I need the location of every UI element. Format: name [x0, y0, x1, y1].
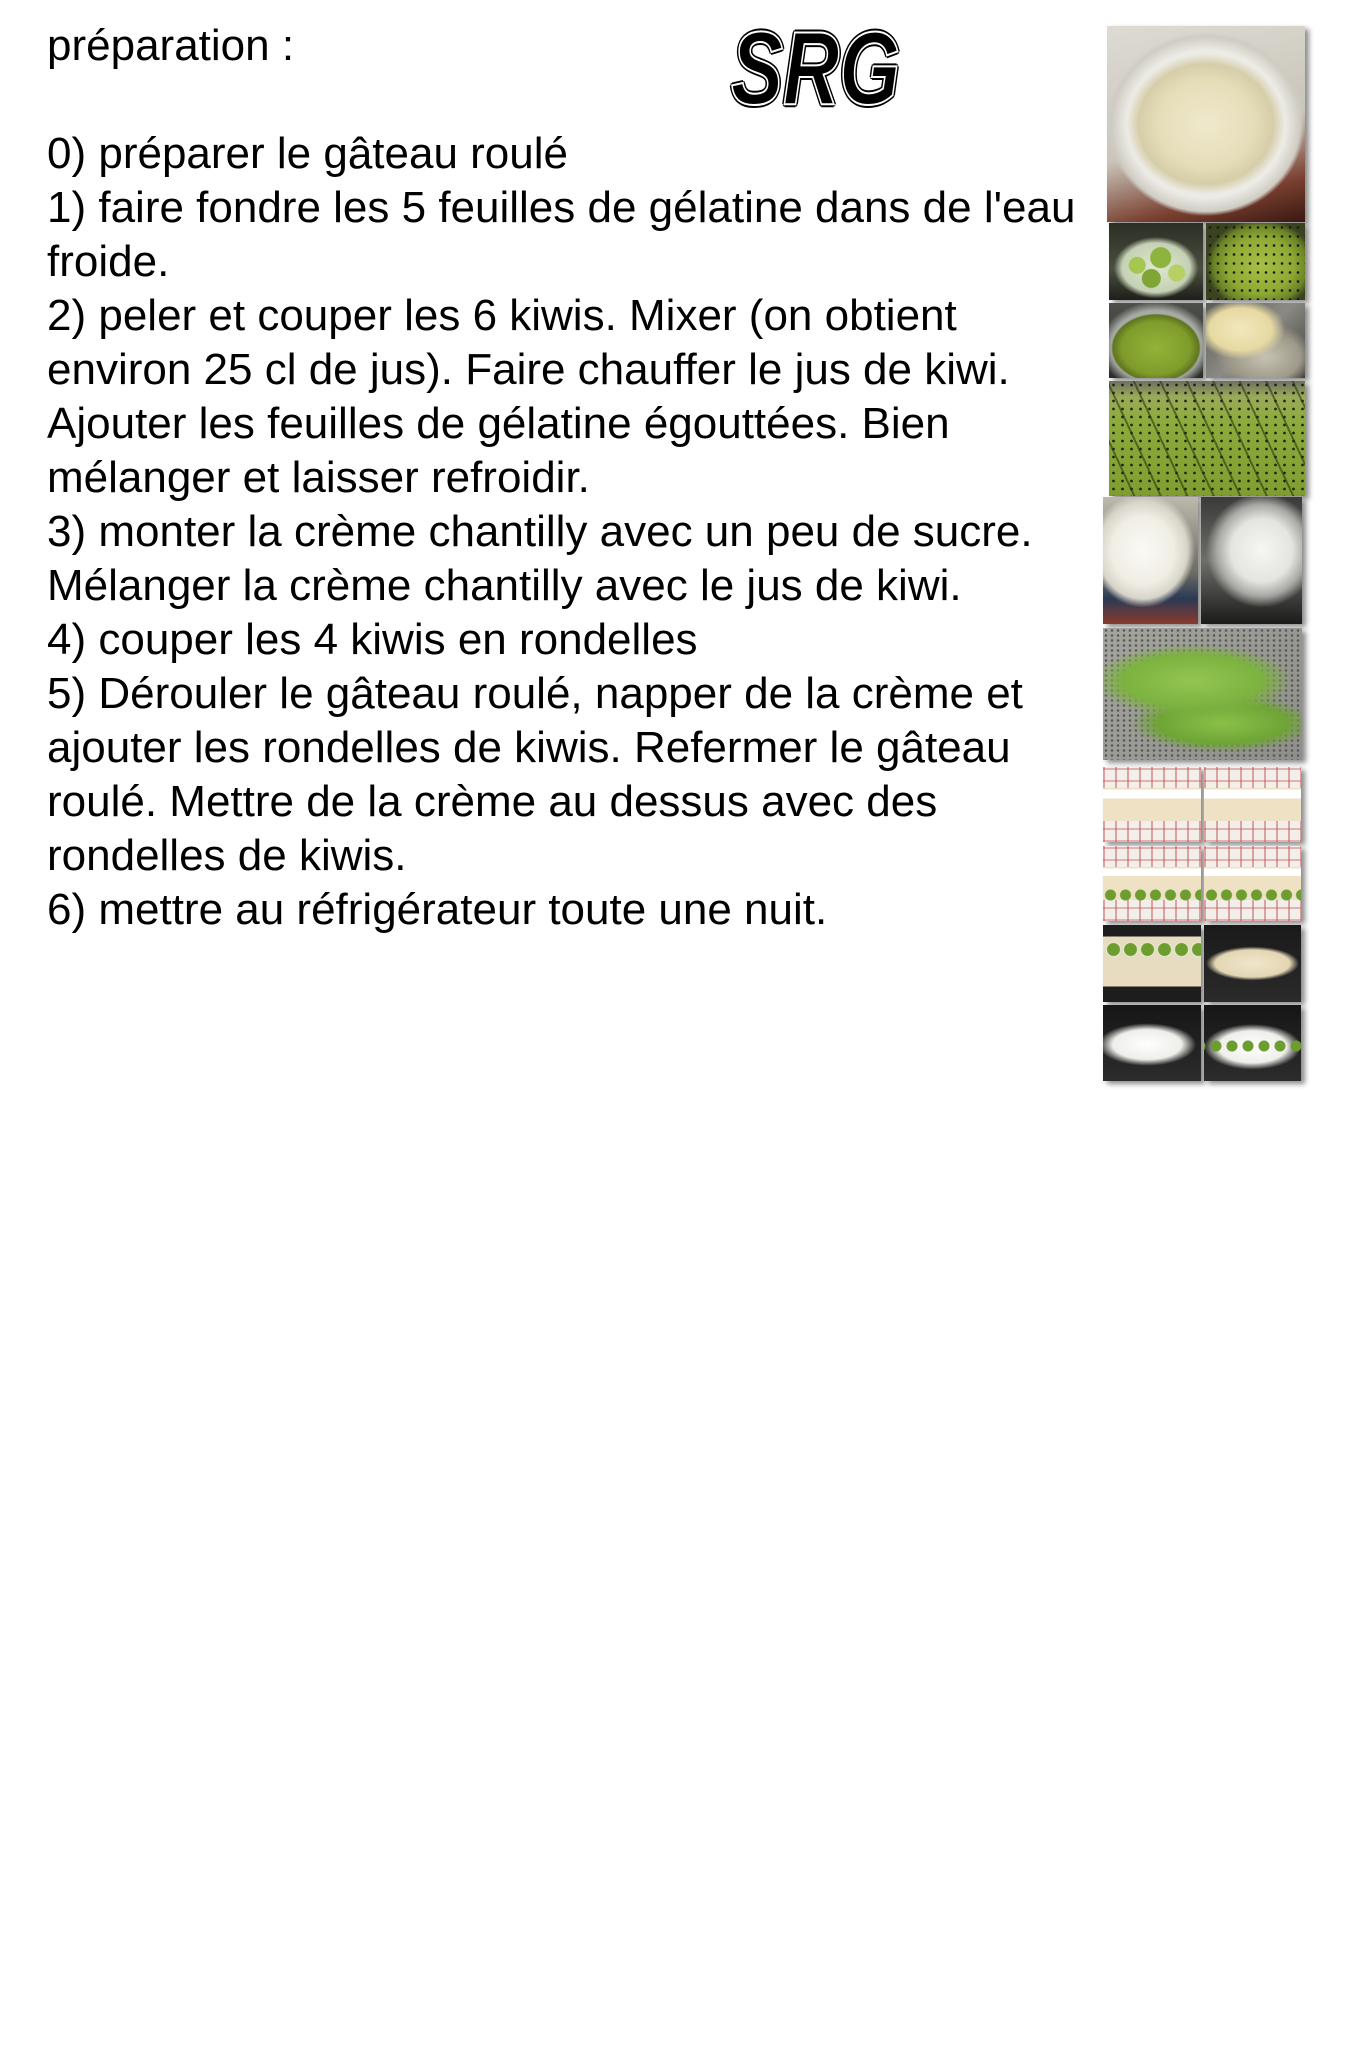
step-6	[47, 883, 1097, 937]
photo-roll-step-8	[1204, 1005, 1301, 1081]
photo-roll-step-4	[1204, 846, 1301, 921]
photo-kiwi-puree	[1206, 223, 1305, 300]
blank-line	[47, 73, 1097, 127]
preparation-heading: préparation :	[47, 21, 295, 70]
photo-pouring-mixture	[1206, 303, 1305, 378]
photo-roll-step-6	[1204, 925, 1301, 1002]
step-4	[47, 613, 1097, 667]
recipe-text	[47, 19, 1097, 937]
photo-roll-step-3	[1103, 846, 1201, 921]
step-line: 4) couper les 4 kiwis en rondelles	[47, 615, 698, 664]
photo-roll-step-1	[1103, 767, 1201, 842]
photo-kiwi-saucepan	[1109, 303, 1203, 378]
step-line: 0) préparer le gâteau roulé	[47, 129, 568, 178]
photo-roll-step-2	[1204, 767, 1301, 842]
step-line: roulé. Mettre de la crème au dessus avec des	[47, 777, 938, 826]
step-line: 5) Dérouler le gâteau roulé, napper de la crème et	[47, 669, 1023, 718]
photo-cream-bowl	[1201, 497, 1302, 624]
step-line: 1) faire fondre les 5 feuilles de gélatine dans de l'eau	[47, 183, 1076, 232]
step-line: ajouter les rondelles de kiwis. Refermer le gâteau	[47, 723, 1011, 772]
photo-whipped-cream	[1103, 497, 1198, 624]
step-0	[47, 127, 1097, 181]
step-line: mélanger et laisser refroidir.	[47, 453, 590, 502]
logo-text: SRG	[731, 11, 901, 127]
step-line: 6) mettre au réfrigérateur toute une nuit.	[47, 885, 828, 934]
step-line: rondelles de kiwis.	[47, 831, 407, 880]
photo-kiwi-slices	[1103, 628, 1302, 760]
step-line: environ 25 cl de jus). Faire chauffer le jus de kiwi.	[47, 345, 1010, 394]
step-line: 2) peler et couper les 6 kiwis. Mixer (on obtient	[47, 291, 957, 340]
step-line: froide.	[47, 237, 170, 286]
step-5	[47, 667, 1097, 883]
step-line: Ajouter les feuilles de gélatine égouttées. Bien	[47, 399, 950, 448]
step-1	[47, 181, 1097, 289]
photo-mixture-bowl	[1107, 26, 1305, 222]
photo-kiwi-pieces	[1109, 223, 1203, 300]
photo-roll-step-5	[1103, 925, 1201, 1002]
photo-whisking	[1109, 381, 1305, 496]
step-line: Mélanger la crème chantilly avec le jus de kiwi.	[47, 561, 962, 610]
step-line: 3) monter la crème chantilly avec un peu de sucre.	[47, 507, 1033, 556]
photo-roll-step-7	[1103, 1005, 1201, 1081]
step-2	[47, 289, 1097, 505]
step-3	[47, 505, 1097, 613]
